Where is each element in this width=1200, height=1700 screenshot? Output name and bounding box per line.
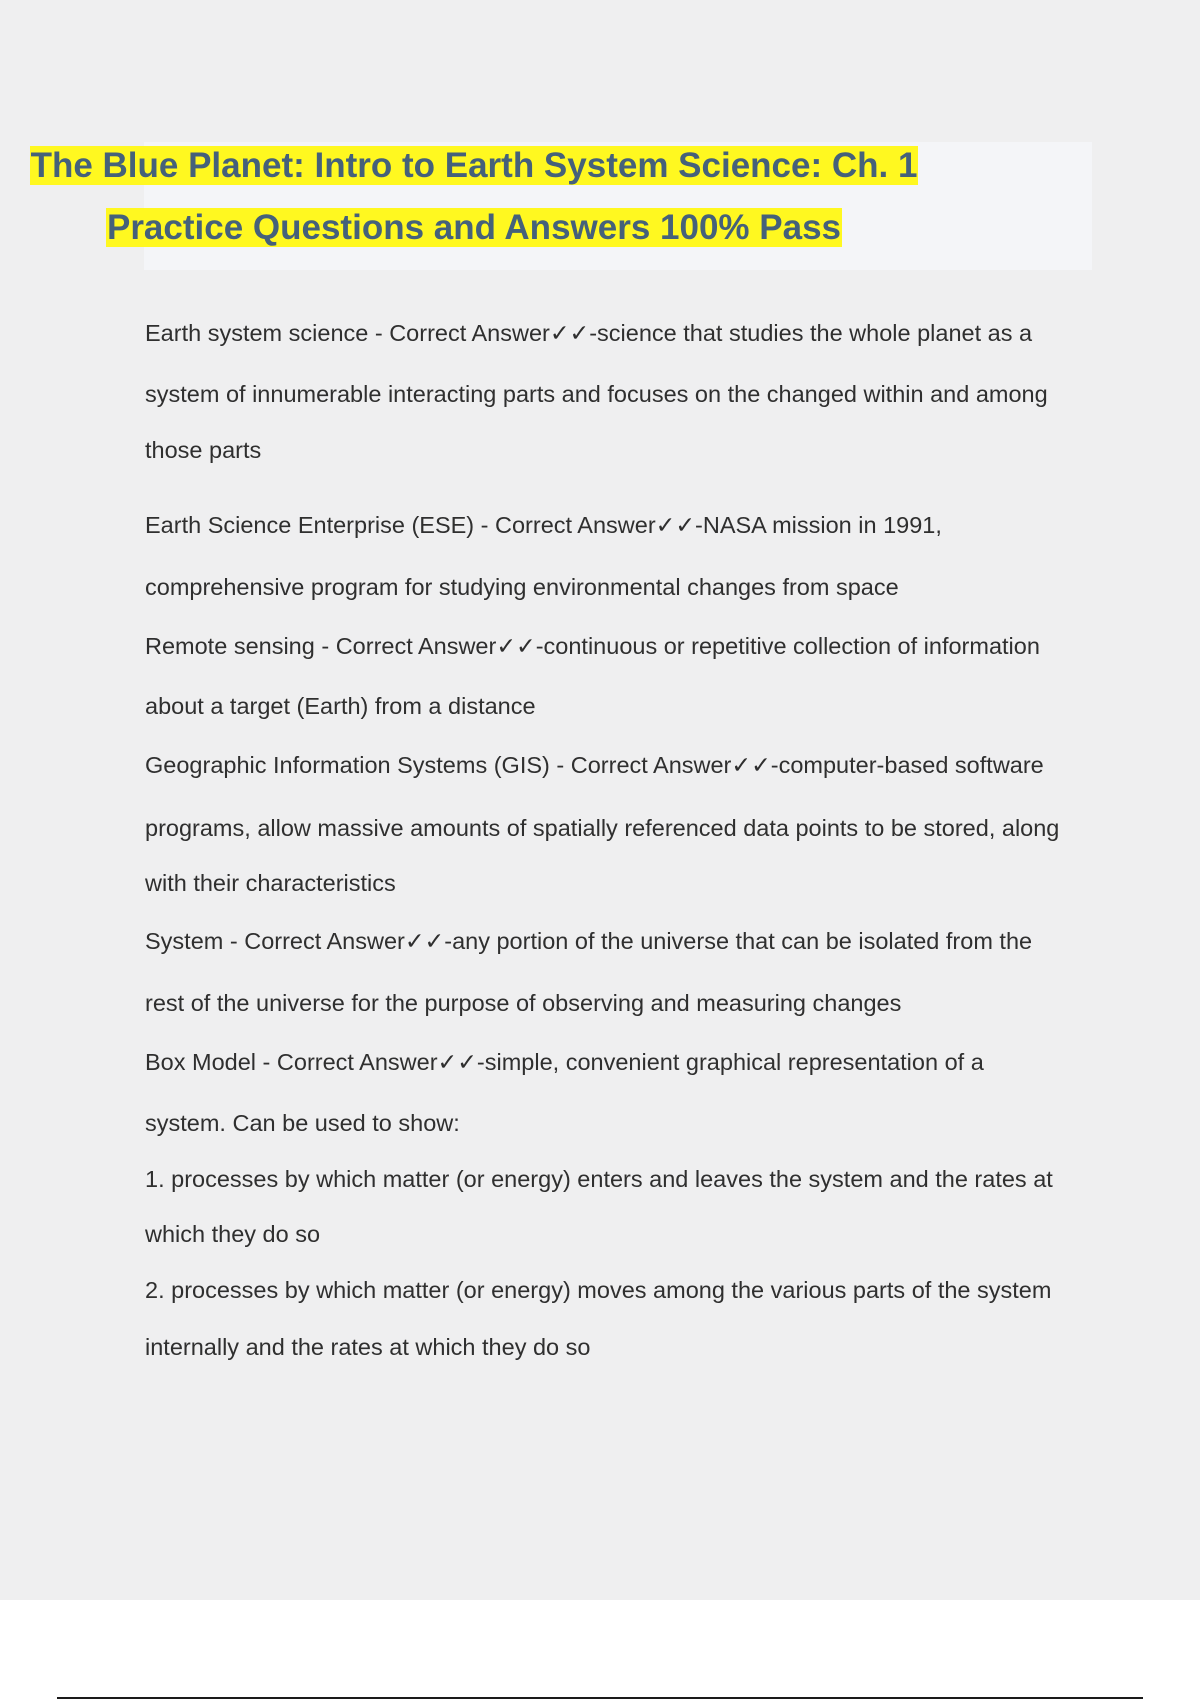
text-line: those parts <box>145 437 262 463</box>
document-title-line-2 <box>0 207 948 249</box>
text-line: which they do so <box>145 1221 321 1247</box>
text-line: system of innumerable interacting parts and focuses on the changed within and among <box>145 381 1048 407</box>
text-line: about a target (Earth) from a distance <box>145 693 536 719</box>
footer-divider <box>57 1697 1143 1699</box>
text-line: Box Model - Correct Answer✓✓-simple, convenient graphical representation of a <box>145 1049 984 1075</box>
text-line: comprehensive program for studying environmental changes from space <box>145 574 899 600</box>
text-line: Remote sensing - Correct Answer✓✓-continuous or repetitive collection of information <box>145 633 1040 659</box>
text-line: with their characteristics <box>145 870 396 896</box>
text-line: 2. processes by which matter (or energy) moves among the various parts of the system <box>145 1277 1052 1303</box>
text-line: System - Correct Answer✓✓-any portion of the universe that can be isolated from the <box>145 928 1033 954</box>
text-line: Earth Science Enterprise (ESE) - Correct Answer✓✓-NASA mission in 1991, <box>145 512 942 538</box>
text-line: 1. processes by which matter (or energy) enters and leaves the system and the rates at <box>145 1166 1053 1192</box>
text-line: internally and the rates at which they do so <box>145 1334 591 1360</box>
text-line: Earth system science - Correct Answer✓✓-science that studies the whole planet as a <box>145 320 1033 346</box>
title-highlight-1: The Blue Planet: Intro to Earth System Science: Ch. 1 <box>30 146 918 185</box>
text-line: rest of the universe for the purpose of observing and measuring changes <box>145 990 902 1016</box>
text-line: system. Can be used to show: <box>145 1110 460 1136</box>
title-highlight-2: Practice Questions and Answers 100% Pass <box>106 208 842 247</box>
text-line: programs, allow massive amounts of spatially referenced data points to be stored, along <box>145 815 1060 841</box>
document-title-line-1 <box>0 145 948 187</box>
text-line: Geographic Information Systems (GIS) - Correct Answer✓✓-computer-based software <box>145 752 1044 778</box>
